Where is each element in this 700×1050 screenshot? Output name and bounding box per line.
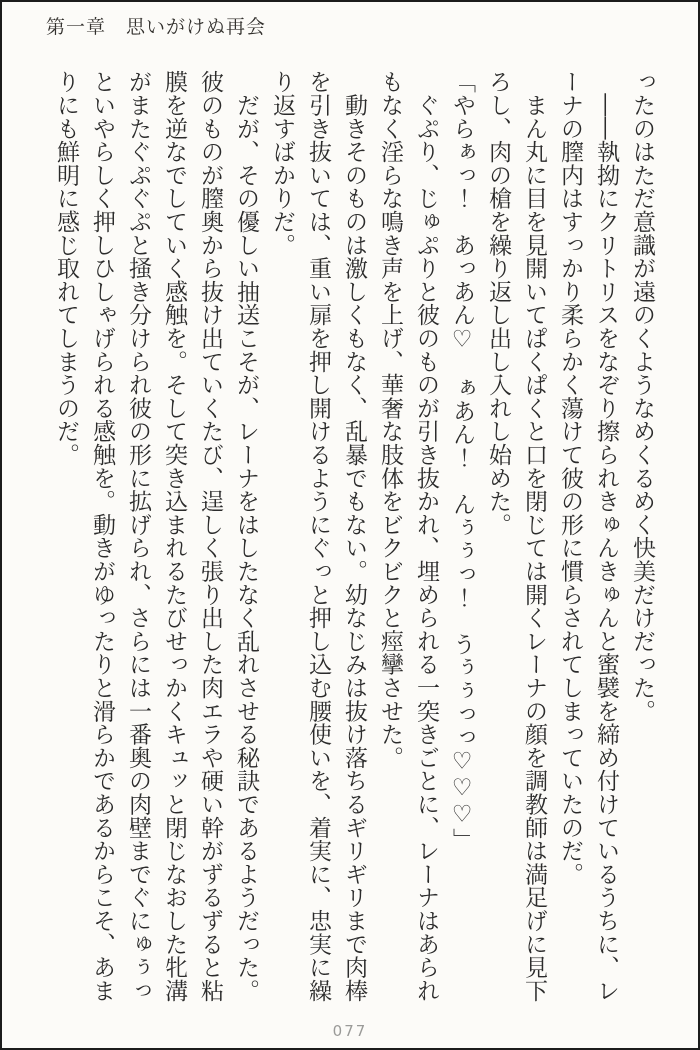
body-text [38,70,660,1012]
paragraph: だが、その優しい抽送こそが、レーナをはしたなく乱れさせる秘訣であるようだった。彼のものが膣奥から抜け出ていくたび、逞しく張り出した肉エラや硬い幹がずるずると粘膜を逆なでしていく感触を。そして突き込まれるたびせっかくキュッと閉じなおした牝溝がまたぐぷぐぷと掻き分けられ彼の形に拡げられ、さらには一番奥の肉壁までぐにゅぅっといやらしく押しひしゃげられる感触を。動きがゆったりと滑らかであるからこそ、あまりにも鮮明に感じ取れてしまうのだ。 [53,70,259,1002]
paragraph: ったのはただ意識が遠のくようなめくるめく快美だけだった。 [629,70,655,723]
chapter-header: 第一章 思いがけぬ再会 [46,16,267,38]
paragraph: 「やらぁっ！ あっあん♡ ぁあん！ んぅぅっ！ うぅぅっっ♡♡♡」 [449,70,475,851]
paragraph: まん丸に目を見開いてぱくぱくと口を閉じては開くレーナの顔を調教師は満足げに見下ろし、肉の槍を繰り返し出し入れし始めた。 [485,70,547,1002]
page-number: 077 [332,1022,368,1040]
paragraph: ぐぷり、じゅぷりと彼のものが引き抜かれ、埋められる一突きごとに、レーナはあられもなく淫らな鳴き声を上げ、華奢な肢体をビクビクと痙攣させた。 [377,70,439,1002]
paragraph: ――執拗にクリトリスをなぞり擦られきゅんきゅんと蜜襞を締め付けているうちに、レーナの膣内はすっかり柔らかく蕩けて彼の形に慣らされてしまっていたのだ。 [557,70,619,1002]
paragraph: 動きそのものは激しくもなく、乱暴でもない。幼なじみは抜け落ちるギリギリまで肉棒を引き抜いては、重い扉を押し開けるようにぐっと押し込む腰使いを、着実に、忠実に繰り返すばかりだ。 [269,70,367,1002]
